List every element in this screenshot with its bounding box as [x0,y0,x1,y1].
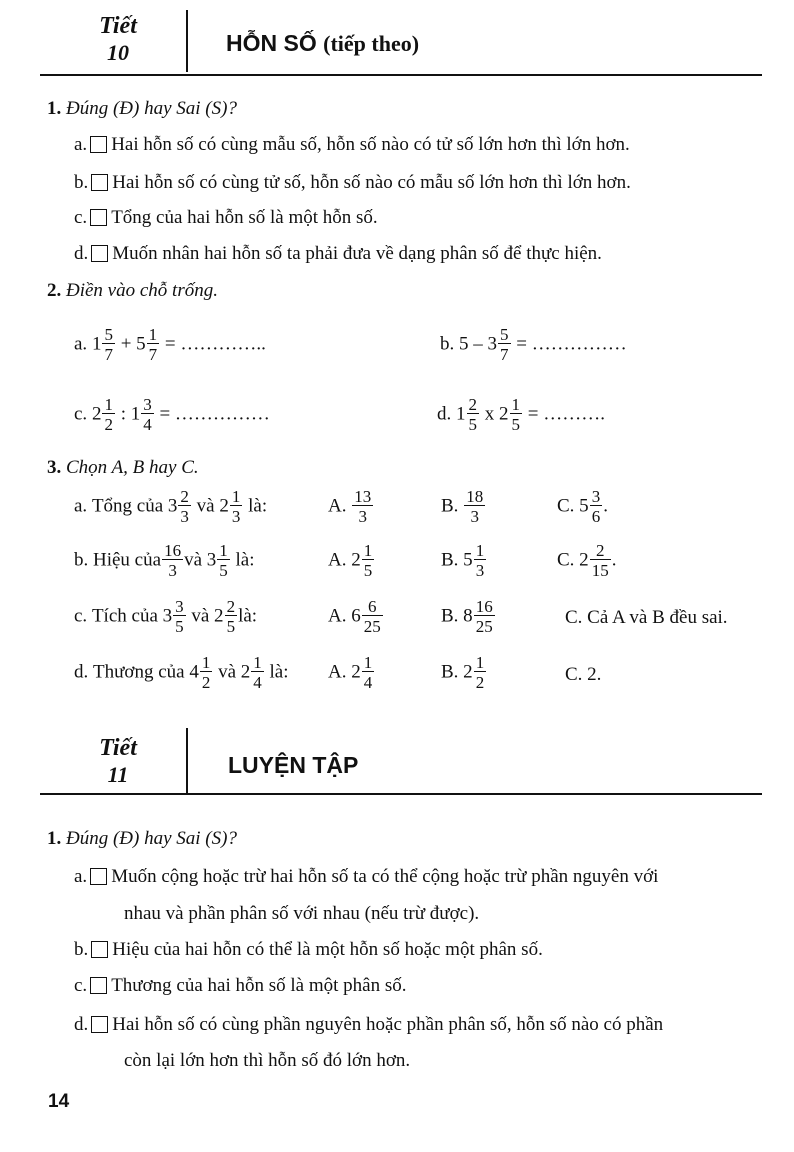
item-text: Muốn nhân hai hỗn số ta phải đưa về dạng phân số để thực hiện. [112,243,602,264]
lesson-title-main: HỖN SỐ [226,30,317,56]
question-number: 3. [47,457,62,478]
q3-c-option-b[interactable] [441,598,496,635]
fraction: $\frac{1}{4}$ [253,653,262,692]
item-label: b. [74,172,89,193]
q3-d-option-b[interactable] [441,654,487,691]
answer-checkbox[interactable] [90,868,107,885]
fraction: $\frac{2}{5}$ [468,395,477,434]
option-text: C. 2. [565,664,602,685]
fraction: $\frac{13}{3}$ [354,487,372,526]
option-period: . [611,549,617,571]
l11-item-d [74,1014,663,1036]
item-label: d. [74,243,89,264]
item-label: b. [74,549,89,571]
option-label: A. [328,495,347,517]
whole-part: 1 [456,403,466,425]
q2-item-d [437,396,605,433]
answer-checkbox[interactable] [90,209,107,226]
option-label: B. 8 [441,605,473,627]
q3-b-option-a[interactable] [328,542,375,579]
item-label: a. [74,866,88,887]
lesson-11-label [68,736,168,786]
answer-blank[interactable]: = …………… [516,333,627,355]
lesson-11-question-1-heading [47,828,237,850]
option-label: B. [441,495,459,517]
question-number: 1. [47,828,62,849]
question-number: 2. [47,280,62,301]
item-text: Muốn cộng hoặc trừ hai hỗn số ta có thể cộng hoặc trừ phần nguyên với [111,866,659,887]
stem-text: là: [238,605,258,627]
option-label: A. 2 [328,661,361,683]
item-text: Hiệu của hai hỗn có thể là một hỗn số hoặc một phân số. [112,939,543,960]
item-label: a. [74,333,88,355]
page-number: 14 [48,1091,70,1112]
fraction: $\frac{1}{2}$ [104,395,113,434]
fraction: $\frac{5}{7}$ [500,325,509,364]
q3-b-option-c[interactable] [557,542,616,579]
question-title: Chọn A, B hay C. [66,457,199,478]
item-label: b. [440,333,455,355]
stem-text: Tổng của 3 [91,495,178,517]
operator: : 1 [120,403,141,425]
header-rule [40,793,762,795]
option-label: B. 2 [441,661,473,683]
l11-item-a-cont [124,903,479,925]
lesson-title-main: LUYỆN TẬP [228,752,359,778]
answer-checkbox[interactable] [90,977,107,994]
stem-text: và 2 [196,495,229,517]
q3-item-c-stem [74,598,257,635]
stem-text: là: [269,661,289,683]
option-label: C. 2 [557,549,589,571]
q1-item-c [74,207,378,229]
lesson-word: Tiết [99,735,137,761]
item-label: b. [74,939,89,960]
fraction: $\frac{1}{3}$ [231,487,241,526]
answer-checkbox[interactable] [91,941,108,958]
q3-item-b-stem [74,542,255,579]
answer-blank[interactable]: = ………. [527,403,605,425]
fraction: $\frac{2}{3}$ [180,487,189,526]
lesson-number: 11 [107,762,129,787]
item-label: c. [74,403,88,425]
item-label: d. [437,403,452,425]
whole-part: 2 [91,403,102,425]
l11-item-a [74,866,658,888]
q3-d-option-a[interactable] [328,654,375,691]
operator: x 2 [484,403,509,425]
fraction: $\frac{18}{3}$ [466,487,484,526]
item-label: c. [74,975,88,996]
l11-item-d-cont [124,1050,410,1072]
q2-item-c [74,396,270,433]
whole-part: 1 [91,333,102,355]
item-text: Hai hỗn số có cùng mẫu số, hỗn số nào có tử số lớn hơn thì lớn hơn. [111,134,630,155]
q3-item-d-stem [74,654,289,691]
stem-text: Tích của 3 [91,605,173,627]
fraction: $\frac{16}{25}$ [475,597,493,636]
header-divider [186,10,188,72]
option-label: C. 5 [557,495,589,517]
stem-text: Hiệu của [93,549,162,571]
q3-c-option-c[interactable] [565,607,728,629]
option-label: A. 2 [328,549,361,571]
q1-item-d [74,243,602,265]
header-divider [186,728,188,794]
item-label: d. [74,661,89,683]
stem-text: và 2 [218,661,251,683]
fraction: $\frac{1}{2}$ [475,653,485,692]
question-title: Điền vào chỗ trống. [66,280,218,301]
item-text: Hai hỗn số có cùng tử số, hỗn số nào có mẫu số lớn hơn thì lớn hơn. [112,172,631,193]
fraction: $\frac{1}{5}$ [219,541,228,580]
q2-item-b [440,326,627,363]
stem-text: Thương của 4 [93,661,199,683]
answer-blank[interactable]: = …………… [159,403,270,425]
lesson-10-title [226,30,419,57]
fraction: $\frac{2}{5}$ [226,597,236,636]
item-text: nhau và phần phân số với nhau (nếu trừ được). [124,903,480,924]
q2-item-a [74,326,266,363]
q3-a-option-b[interactable] [441,488,486,525]
question-title: Đúng (Đ) hay Sai (S)? [66,828,237,849]
item-text: Thương của hai hỗn số là một phân số. [111,975,407,996]
fraction: $\frac{6}{25}$ [363,597,381,636]
fraction: $\frac{1}{3}$ [475,541,485,580]
item-label: c. [74,207,88,228]
question-3-heading [47,457,199,479]
option-period: . [603,495,608,517]
item-label: c. [74,605,88,627]
question-title: Đúng (Đ) hay Sai (S)? [66,98,237,119]
stem-text: là: [235,549,255,571]
option-label: A. 6 [328,605,361,627]
q3-a-option-a[interactable] [328,488,374,525]
lesson-11-title [228,752,358,779]
operator: + 5 [120,333,146,355]
answer-checkbox[interactable] [91,245,108,262]
fraction: $\frac{5}{7}$ [104,325,113,364]
item-label: a. [74,495,88,517]
q3-c-option-a[interactable] [328,598,384,635]
fraction: $\frac{2}{15}$ [591,541,609,580]
q1-item-a [74,134,630,156]
answer-checkbox[interactable] [91,174,108,191]
q3-item-a-stem [74,488,267,525]
lesson-word: Tiết [99,13,137,39]
expression-prefix: 5 – 3 [459,333,497,355]
stem-text: và 3 [184,549,217,571]
lesson-title-sub: (tiếp theo) [323,31,420,56]
q3-d-option-c[interactable] [565,664,601,686]
question-1-heading [47,98,237,120]
fraction: $\frac{1}{2}$ [201,653,211,692]
item-label: d. [74,1014,89,1035]
stem-text: là: [248,495,268,517]
answer-checkbox[interactable] [90,136,107,153]
lesson-10-label [68,14,168,64]
q3-a-option-c[interactable] [557,488,608,525]
question-number: 1. [47,98,62,119]
fraction: $\frac{16}{3}$ [164,541,182,580]
question-2-heading [47,280,218,302]
item-text: Tổng của hai hỗn số là một hỗn số. [111,207,378,228]
item-label: a. [74,134,88,155]
lesson-number: 10 [107,40,129,65]
fraction: $\frac{3}{5}$ [175,597,184,636]
answer-blank[interactable]: = ………….. [164,333,266,355]
option-text: C. Cả A và B đều sai. [565,607,728,628]
q3-b-option-b[interactable] [441,542,487,579]
fraction: $\frac{3}{4}$ [143,395,152,434]
fraction: $\frac{1}{5}$ [363,541,373,580]
answer-checkbox[interactable] [91,1016,108,1033]
stem-text: và 2 [191,605,224,627]
fraction: $\frac{3}{6}$ [591,487,601,526]
header-rule [40,74,762,76]
item-text: Hai hỗn số có cùng phần nguyên hoặc phần phân số, hỗn số nào có phần [112,1014,664,1035]
fraction: $\frac{1}{5}$ [511,395,520,434]
q1-item-b [74,172,631,194]
item-text: còn lại lớn hơn thì hỗn số đó lớn hơn. [124,1050,411,1071]
l11-item-b [74,939,543,961]
option-label: B. 5 [441,549,473,571]
fraction: $\frac{1}{7}$ [148,325,158,364]
fraction: $\frac{1}{4}$ [363,653,373,692]
l11-item-c [74,975,406,997]
